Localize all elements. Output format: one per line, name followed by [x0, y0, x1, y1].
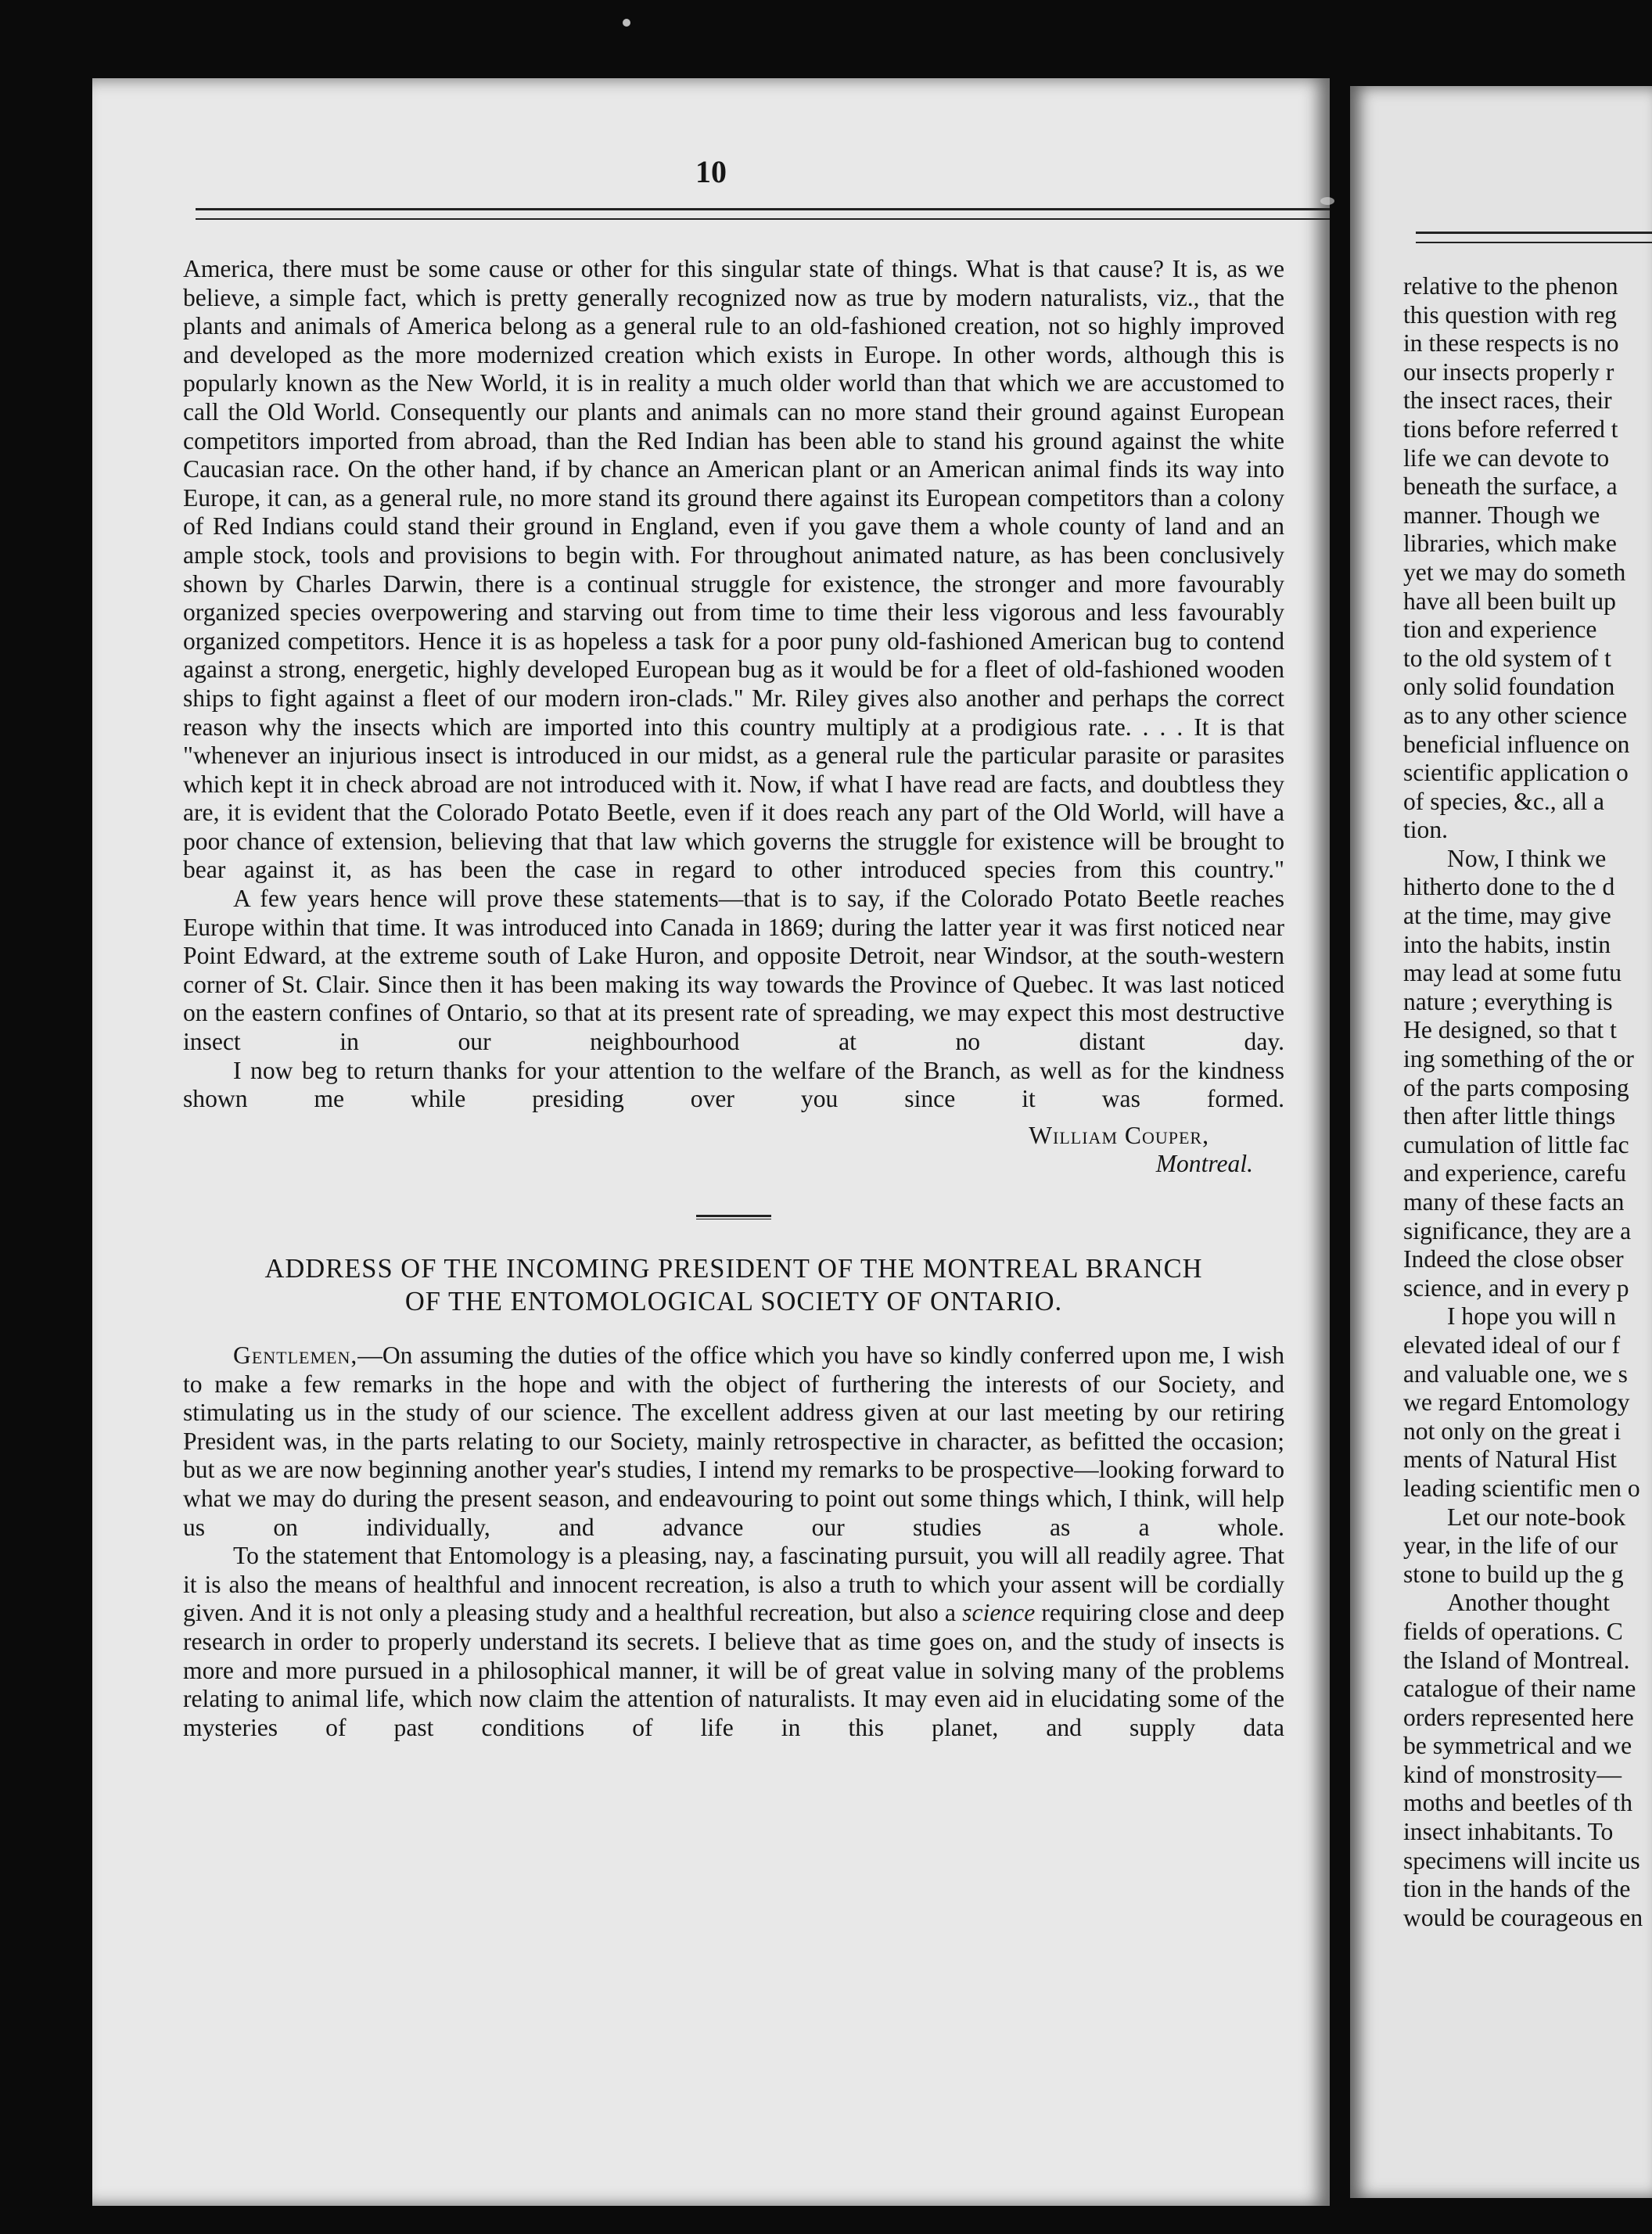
right-text-line: ing something of the or [1403, 1045, 1634, 1073]
signature-block [183, 1122, 1284, 1179]
right-text-line: Another thought [1447, 1589, 1610, 1617]
paragraph-entomology-part-2: requiring close and deep research in order to properly understand its secrets. I believe that as time goes on, and the study of insects is more and more pursued in a philosophical manner, it will be of great value in solving many of the problems relating to animal life, which now claim the attention of naturalists. It may even aid in elucidating some of the mysteries of past conditions of life in this planet, and supply data [183, 1599, 1284, 1741]
paragraph-entomology-part-1: To the statement that Entomology is a pleasing, nay, a fascinating pursuit, you will all readily agree. That it is also the means of healthful and innocent recreation, is also a truth to which your assent will be cordially given. And it is not only a pleasing study and a healthful recreation, but also a [183, 1542, 1284, 1627]
paragraph-darwin-quote: America, there must be some cause or other for this singular state of things. What is that cause? It is, as we believe, a simple fact, which is pretty generally recognized now as true by modern naturalists, viz., that the plants and animals of America belong as a general rule to an old-fashioned creation, not so highly improved and developed as the more modernized creation which exists in Europe. In other words, although this is popularly known as the New World, it is in reality a much older world than that which we are accustomed to call the Old World. Consequently our plants and animals can no more stand their ground against European competitors imported from abroad, than the Red Indian has been able to stand his ground against the white Caucasian race. On the other hand, if by chance an American plant or an American animal finds its way into Europe, it can, as a general rule, no more stand its ground there against its European competitors than a colony of Red Indians could stand their ground in England, even if you gave them a whole county of land and an ample stock, tools and provisions to begin with. For throughout animated nature, as has been conclusively shown by Charles Darwin, there is a continual struggle for existence, the stronger and more favourably organized species overpowering and starving out from time to time their less vigorous and less favourably organized competitors. Hence it is as hopeless a task for a poor puny old-fashioned American bug to contend against a strong, energetic, highly developed European bug as it would be for a fleet of old-fashioned wooden ships to fight against a fleet of our modern iron-clads." Mr. Riley gives also another and perhaps the correct reason why the insects which are imported into this country multiply at a prodigious rate. . . . It is that "whenever an injurious insect is introduced in our midst, as a general rule the particular parasite or parasites which kept it in check abroad are not introduced with it. Now, if what I have read are facts, and doubtless they are, it is evident that the Colorado Potato Beetle, even if it does reach any part of the Old World, will have a poor chance of extension, believing that that law which governs the struggle for existence will be brought to bear against it, as has been the case in regard to other introduced species from this country." [183, 255, 1284, 884]
right-text-line: tions before referred t [1403, 415, 1618, 443]
right-text-line: we regard Entomology [1403, 1388, 1630, 1417]
right-text-line: He designed, so that t [1403, 1016, 1617, 1044]
scan-speck [1320, 197, 1334, 205]
address-heading [183, 1252, 1284, 1318]
right-text-line: relative to the phenon [1403, 272, 1618, 300]
right-text-line: the insect races, their [1403, 386, 1612, 415]
right-text-line: at the time, may give [1403, 902, 1611, 930]
right-text-line: nature ; everything is [1403, 987, 1613, 1015]
right-text-line: Now, I think we [1447, 844, 1607, 872]
right-text-line: I hope you will n [1447, 1302, 1616, 1331]
right-text-line: in these respects is no [1403, 329, 1619, 357]
scan-speck [623, 19, 630, 27]
right-text-line: manner. Though we [1403, 501, 1600, 529]
right-text-line: fields of operations. C [1403, 1617, 1623, 1645]
right-text-line: libraries, which make [1403, 530, 1617, 558]
right-text-line: insect inhabitants. To [1403, 1818, 1614, 1846]
right-text-line: the Island of Montreal. [1403, 1646, 1630, 1674]
right-text-line: only solid foundation [1403, 673, 1615, 701]
right-text-line: elevated ideal of our f [1403, 1331, 1621, 1359]
right-header-rule [1416, 232, 1652, 243]
right-text-line: not only on the great i [1403, 1417, 1621, 1445]
right-text-line: our insects properly r [1403, 357, 1614, 386]
right-text-line: cumulation of little fac [1403, 1130, 1629, 1158]
salutation: Gentlemen, [233, 1341, 358, 1369]
section-divider [696, 1215, 771, 1219]
right-text-line: tion in the hands of the [1403, 1875, 1631, 1903]
right-text-line: tion and experience [1403, 616, 1597, 644]
right-text-line: may lead at some futu [1403, 959, 1621, 987]
right-text-line: beneath the surface, a [1403, 472, 1618, 501]
right-text-line: catalogue of their name [1403, 1675, 1636, 1703]
right-text-line: orders represented here [1403, 1703, 1634, 1731]
right-text-line: of species, &c., all a [1403, 787, 1605, 815]
right-text-line: leading scientific men o [1403, 1474, 1640, 1502]
right-text-line: science, and in every p [1403, 1273, 1629, 1302]
right-page [1350, 86, 1652, 2198]
right-text-line: Let our note-book [1447, 1503, 1626, 1531]
right-text-line: yet we may do someth [1403, 558, 1626, 586]
paragraph-gentlemen [183, 1341, 1284, 1542]
right-text-line: of the parts composing [1403, 1073, 1629, 1101]
address-heading-line-1: ADDRESS OF THE INCOMING PRESIDENT OF THE MONTREAL BRANCH [264, 1254, 1203, 1284]
right-text-line: kind of monstrosity— [1403, 1760, 1622, 1788]
right-text-line: significance, they are a [1403, 1216, 1632, 1245]
page-number: 10 [695, 154, 727, 189]
paragraph-potato-beetle: A few years hence will prove these statements—that is to say, if the Colorado Potato Beetle reaches Europe within that time. It was introduced into Canada in 1869; during the latter year it was first noticed near Point Edward, at the extreme south of Lake Huron, and opposite Detroit, near Windsor, at the south-western corner of St. Clair. Since then it has been making its way towards the Province of Quebec. It was last noticed on the eastern confines of Ontario, so that at its present rate of spreading, we may expect this most destructive insect in our neighbourhood at no distant day. [183, 885, 1284, 1056]
right-text-line: would be courageous en [1403, 1903, 1643, 1931]
left-column-text [183, 255, 1284, 1742]
right-text-line: be symmetrical and we [1403, 1732, 1632, 1760]
right-text-line: and valuable one, we s [1403, 1359, 1628, 1388]
right-text-line: to the old system of t [1403, 644, 1611, 672]
emphasis-science: science [962, 1599, 1036, 1627]
right-column-text [1403, 272, 1652, 1932]
right-text-line: beneficial influence on [1403, 730, 1630, 758]
right-text-line: tion. [1403, 816, 1449, 844]
right-text-line: many of these facts an [1403, 1188, 1625, 1216]
right-text-line: hitherto done to the d [1403, 873, 1615, 901]
right-text-line: have all been built up [1403, 587, 1616, 615]
right-text-line: as to any other science [1403, 701, 1627, 729]
paragraph-gentlemen-body: —On assuming the duties of the office which you have so kindly conferred upon me, I wish to make a few remarks in the hope and with the object of furthering the interests of our Society, and stimulating us in the study of our science. The excellent address given at our last meeting by our retiring President was, in the parts relating to our Society, mainly retrospective in character, as befitted the occasion; but as we are now beginning another year's studies, I intend my remarks to be prospective—looking forward to what we may do during the present season, and endeavouring to point out some things which, I think, will help us on individually, and advance our studies as a whole. [183, 1341, 1284, 1541]
right-text-line: moths and beetles of th [1403, 1789, 1633, 1817]
paragraph-thanks: I now beg to return thanks for your attention to the welfare of the Branch, as well as for the kindness shown me while presiding over you since it was formed. [183, 1056, 1284, 1113]
right-text-line: stone to build up the g [1403, 1560, 1624, 1588]
right-text-line: then after little things [1403, 1102, 1616, 1130]
right-text-line: scientific application o [1403, 759, 1629, 787]
paragraph-entomology [183, 1542, 1284, 1742]
left-page [92, 78, 1330, 2206]
right-text-line: and experience, carefu [1403, 1159, 1627, 1187]
signature-place: Montreal. [1155, 1150, 1253, 1178]
signature-name: William Couper, [1029, 1121, 1209, 1149]
right-text-line: ments of Natural Hist [1403, 1446, 1617, 1474]
header-rule [196, 208, 1330, 220]
right-text-line: Indeed the close obser [1403, 1245, 1624, 1273]
right-text-line: this question with reg [1403, 300, 1617, 329]
right-text-line: year, in the life of our [1403, 1532, 1618, 1560]
right-text-line: into the habits, instin [1403, 930, 1611, 958]
right-text-line: specimens will incite us [1403, 1846, 1640, 1874]
right-text-line: life we can devote to [1403, 444, 1610, 472]
address-heading-line-2: OF THE ENTOMOLOGICAL SOCIETY OF ONTARIO. [404, 1287, 1063, 1316]
